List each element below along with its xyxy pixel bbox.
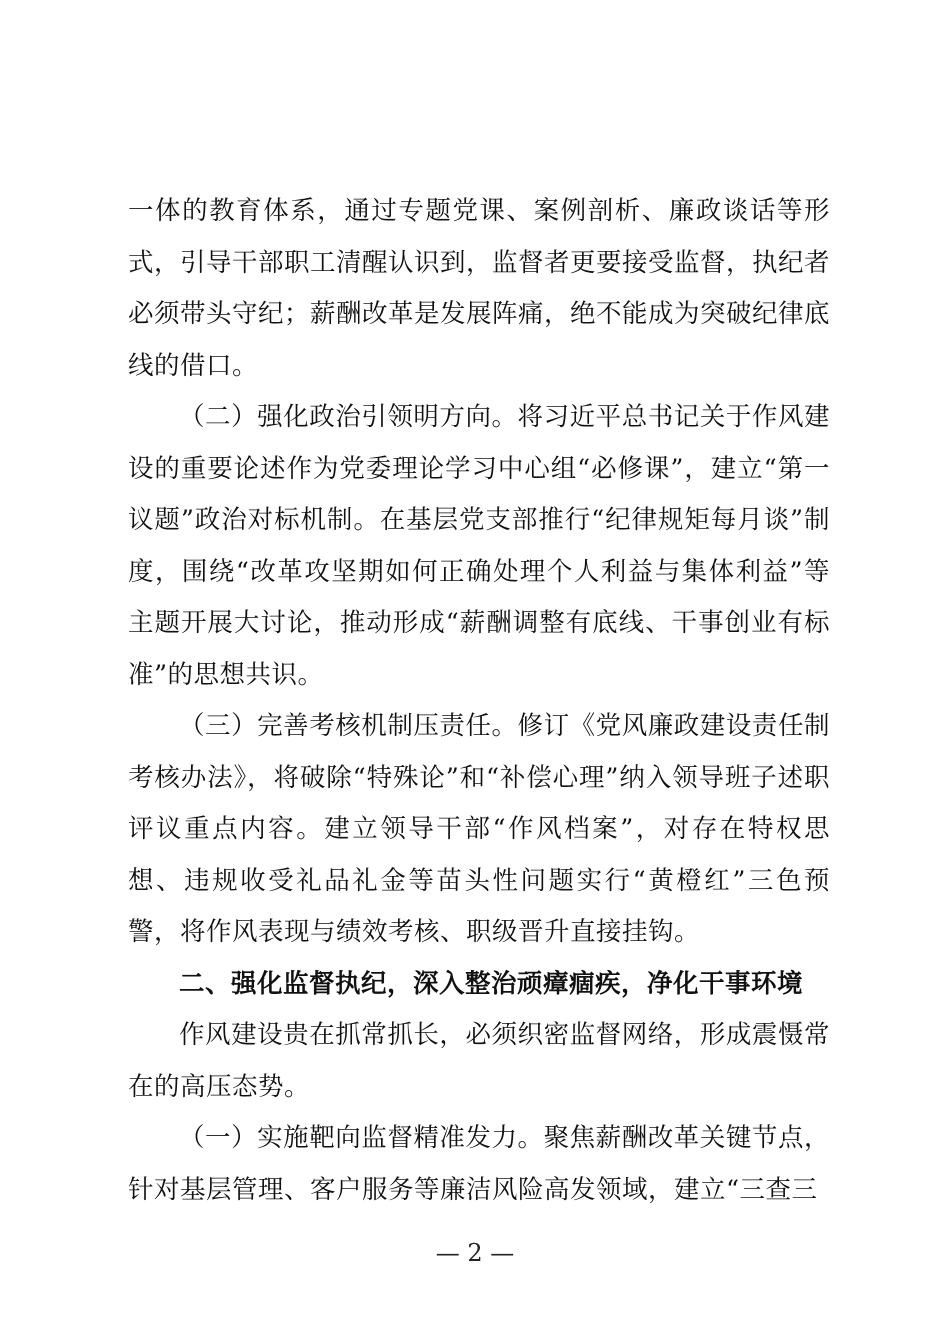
paragraph-supervision-intro: 作风建设贵在抓常抓长，必须织密监督网络，形成震慑常在的高压态势。	[128, 1020, 830, 1102]
paragraph-education-system: 一体的教育体系，通过专题党课、案例剖析、廉政谈话等形式，引导干部职工清醒认识到，监督者更要接受监督，执纪者必须带头守纪；薪酬改革是发展阵痛，绝不能成为突破纪律底线的借口。	[128, 196, 831, 381]
document-body	[128, 186, 830, 1216]
page-number: — 2 —	[435, 1239, 515, 1267]
section-heading-supervision: 二、强化监督执纪，深入整治顽瘴痼疾，净化干事环境	[179, 968, 804, 999]
paragraph-targeted-supervision: （一）实施靶向监督精准发力。聚焦薪酬改革关键节点，针对基层管理、客户服务等廉洁风险高发领域，建立“三查三	[128, 1123, 830, 1205]
paragraph-political-guidance: （二）强化政治引领明方向。将习近平总书记关于作风建设的重要论述作为党委理论学习中心组“必修课”，建立“第一议题”政治对标机制。在基层党支部推行“纪律规矩每月谈”制度，围绕“改革攻坚期如何正确处理个人利益与集体利益”等主题开展大讨论，推动形成“薪酬调整有底线、干事创业有标准”的思想共识。	[128, 402, 830, 690]
paragraph-assessment-mechanism: （三）完善考核机制压责任。修订《党风廉政建设责任制考核办法》，将破除“特殊论”和“补偿心理”纳入领导班子述职评议重点内容。建立领导干部“作风档案”，对存在特权思想、违规收受礼品礼金等苗头性问题实行“黄橙红”三色预警，将作风表现与绩效考核、职级晋升直接挂钩。	[128, 711, 830, 947]
